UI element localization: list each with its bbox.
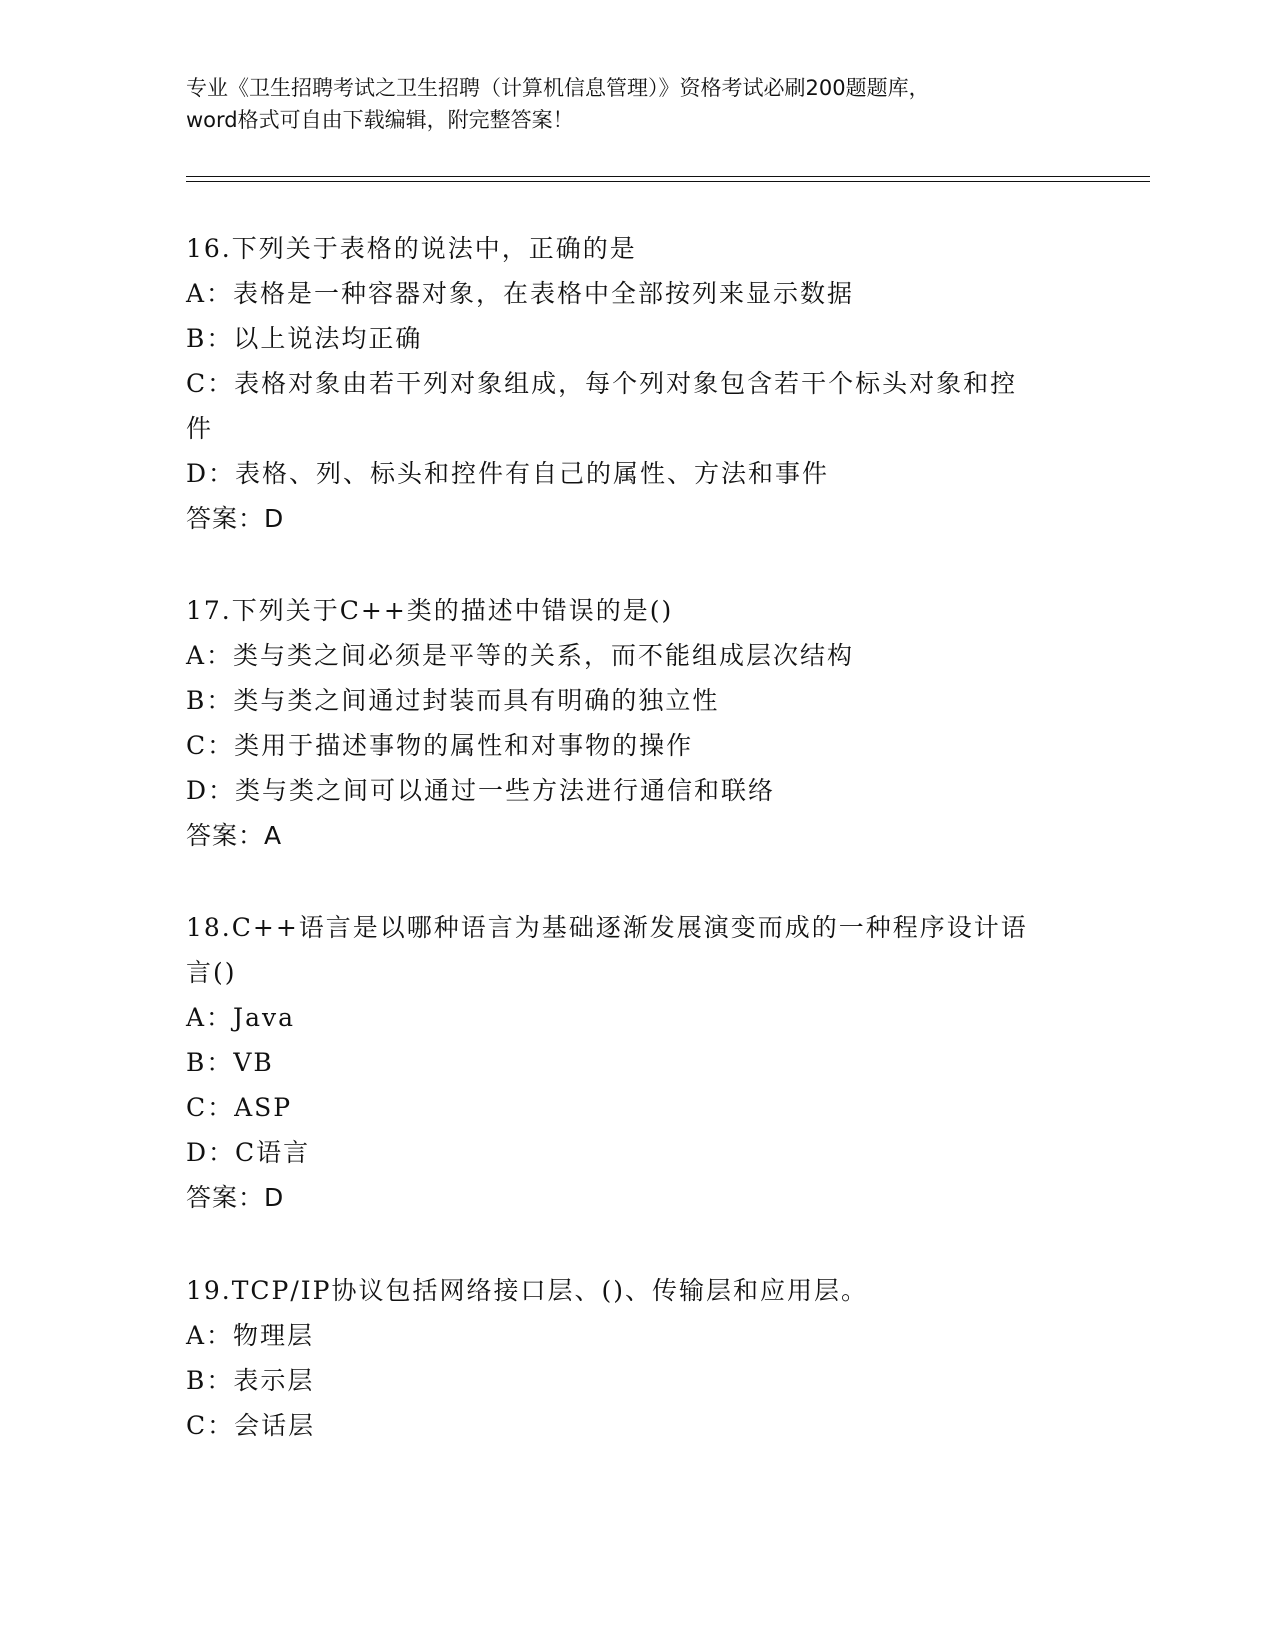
header-title-line-2: word格式可自由下载编辑，附完整答案！	[186, 108, 574, 132]
question-16	[186, 226, 1086, 542]
option-c: C：类用于描述事物的属性和对事物的操作	[186, 731, 694, 760]
option-c: C：ASP	[186, 1093, 293, 1122]
answer: 答案：A	[186, 821, 283, 850]
question-stem: 17.下列关于C++类的描述中错误的是()	[186, 596, 674, 625]
header-title-line-1: 专业《卫生招聘考试之卫生招聘（计算机信息管理）》资格考试必刷200题题库，	[186, 76, 930, 100]
answer: 答案：D	[186, 1183, 285, 1212]
question-stem: 19.TCP/IP协议包括网络接口层、()、传输层和应用层。	[186, 1276, 869, 1305]
option-b: B：类与类之间通过封装而具有明确的独立性	[186, 686, 720, 715]
option-a: A：Java	[186, 1003, 296, 1032]
option-b: B：VB	[186, 1048, 274, 1077]
option-d: D：C语言	[186, 1138, 311, 1167]
option-a: A：表格是一种容器对象，在表格中全部按列来显示数据	[186, 279, 855, 308]
question-18	[186, 905, 1086, 1221]
option-c: C：表格对象由若干列对象组成，每个列对象包含若干个标头对象和控	[186, 369, 1018, 398]
option-c: C：会话层	[186, 1411, 316, 1440]
option-b: B：表示层	[186, 1366, 315, 1395]
question-stem-continued: 言()	[186, 958, 237, 987]
question-19	[186, 1268, 1086, 1448]
option-d: D：类与类之间可以通过一些方法进行通信和联络	[186, 776, 776, 805]
question-stem: 16.下列关于表格的说法中，正确的是	[186, 234, 637, 263]
header-divider-top	[186, 176, 1150, 177]
document-header	[186, 72, 1086, 136]
option-d: D：表格、列、标头和控件有自己的属性、方法和事件	[186, 459, 830, 488]
question-stem: 18.C++语言是以哪种语言为基础逐渐发展演变而成的一种程序设计语	[186, 913, 1028, 942]
answer: 答案：D	[186, 504, 285, 533]
option-a: A：类与类之间必须是平等的关系，而不能组成层次结构	[186, 641, 855, 670]
option-a: A：物理层	[186, 1321, 315, 1350]
option-b: B：以上说法均正确	[186, 324, 423, 353]
question-17	[186, 588, 1086, 859]
option-c-continued: 件	[186, 414, 214, 443]
header-divider-bottom	[186, 181, 1150, 182]
